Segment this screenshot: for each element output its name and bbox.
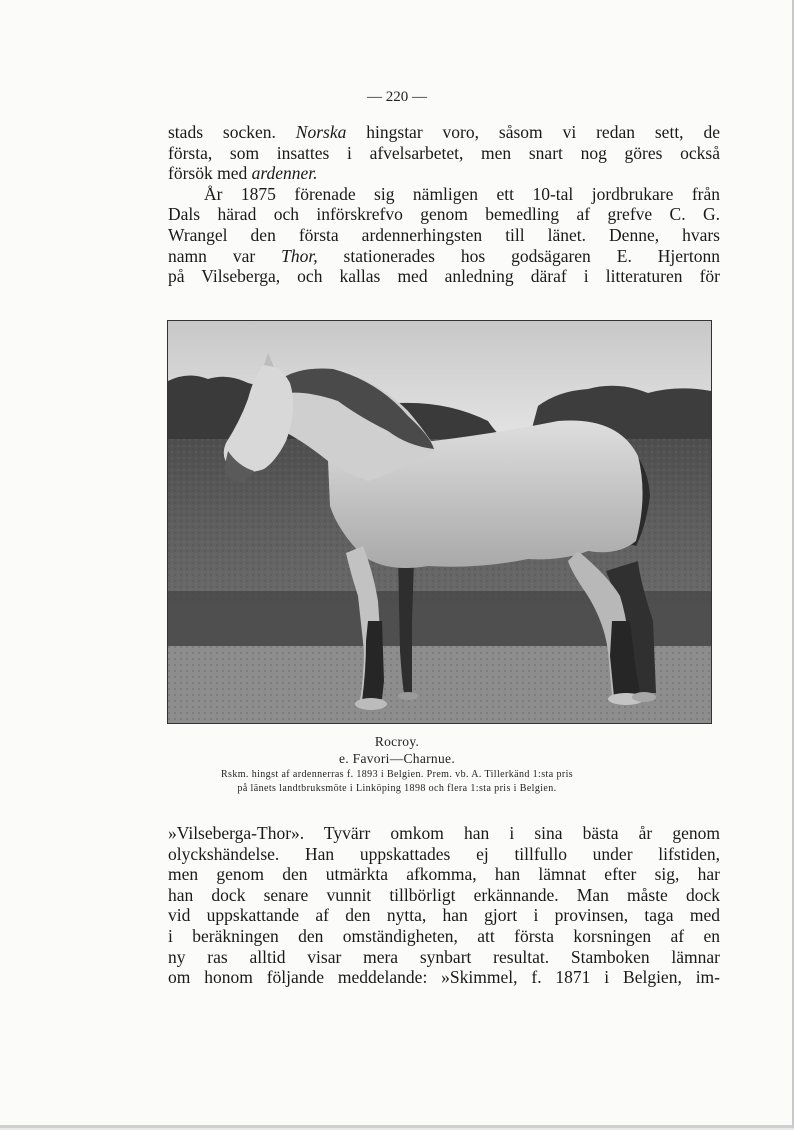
text-line: År 1875 förenade sig nämligen ett 10-tal jordbrukare från [204,183,720,204]
figure-caption-note: på länets landtbruksmöte i Linköping 1898 och flera 1:sta pris i Belgien. [237,783,557,794]
text-line: i beräkningen den omständigheten, att första korsningen af en [168,925,720,946]
paragraph-bottom [168,823,720,988]
text-line: vid uppskattande af den nytta, han gjort i provinsen, taga med [168,905,720,926]
horse-illustration [168,321,711,723]
page-number: — 220 — [367,89,427,105]
text-line: men genom den utmärkta afkomma, han lämnat efter sig, har [168,864,720,885]
paragraph-top [168,122,720,287]
text-line: olyckshändelse. Han uppskattades ej tillfullo under lifstiden, [168,843,720,864]
text-line: namn var Thor, stationerades hos godsägaren E. Hjertonn [168,245,720,266]
figure-caption-title: Rocroy. [374,734,420,749]
text-line: ny ras alltid visar mera synbart resultat. Stamboken lämnar [168,946,720,967]
text-line: Wrangel den första ardennerhingsten till länet. Denne, hvars [168,224,720,245]
text-line: han dock senare vunnit tillbörligt erkännande. Man måste dock [168,884,720,905]
text-line: på Vilseberga, och kallas med anledning däraf i litteraturen för [168,266,720,287]
text-line: försök med ardenner. [168,163,318,184]
text-line: Dals härad och införskrefvo genom bemedling af grefve C. G. [168,204,720,225]
horse-photograph [167,320,712,724]
text-line: stads socken. Norska hingstar voro, såsom vi redan sett, de [168,122,720,142]
text-line: om honom följande meddelande: »Skimmel, f. 1871 i Belgien, im- [168,967,720,988]
text-line: första, som insattes i afvelsarbetet, men snart nog göres också [168,142,720,163]
figure-caption-pedigree: e. Favori—Charnue. [339,751,455,766]
figure-caption-note: Rskm. hingst af ardennerras f. 1893 i Belgien. Prem. vb. A. Tillerkänd 1:sta pris [220,769,574,780]
text-line: »Vilseberga-Thor». Tyvärr omkom han i sina bästa år genom [168,823,720,843]
